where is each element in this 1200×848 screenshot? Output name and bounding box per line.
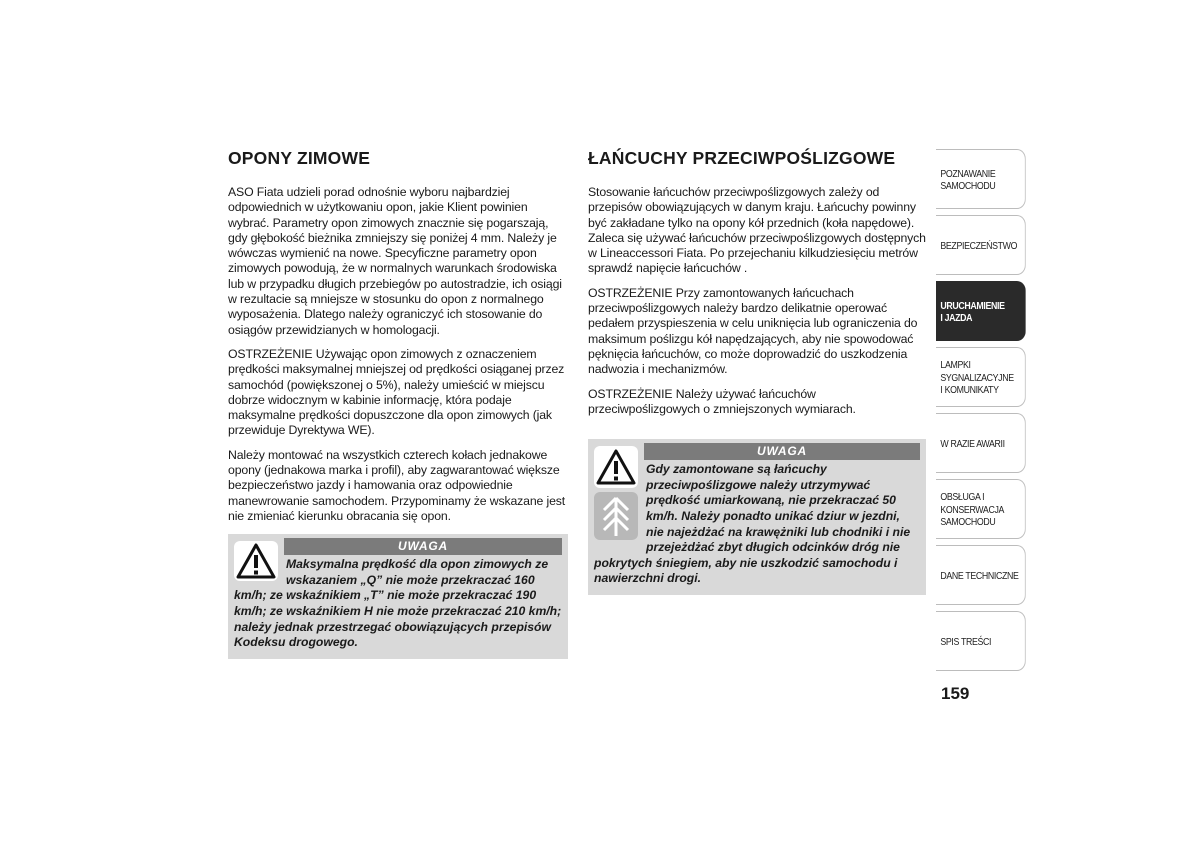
snow-road-icon — [594, 492, 638, 540]
chapter-tab[interactable] — [936, 413, 1026, 473]
chapter-tab-label: BEZPIECZEŃSTWO — [940, 240, 1018, 252]
paragraph: OSTRZEŻENIE Należy używać łańcuchów przeciwpoślizgowych o zmniejszonych wymiarach. — [588, 386, 856, 416]
section-title-snow-chains: ŁAŃCUCHY PRZECIWPOŚLIZGOWE — [588, 148, 896, 168]
chapter-tab-label: W RAZIE AWARII — [940, 438, 1005, 450]
warning-triangle-icon — [594, 446, 638, 488]
page-number: 159 — [941, 684, 970, 703]
chapter-tab-label: LAMPKI SYGNALIZACYJNE I KOMUNIKATY — [940, 360, 1014, 397]
chapter-tab-label: SPIS TREŚCI — [940, 636, 992, 648]
right-column — [588, 148, 926, 595]
chapter-tab[interactable] — [936, 545, 1026, 605]
section-title-winter-tires: OPONY ZIMOWE — [228, 148, 371, 168]
chapter-tab[interactable] — [936, 347, 1026, 407]
chapter-tab-label: URUCHAMIENIE I JAZDA — [940, 300, 1005, 324]
chapter-sidebar — [936, 149, 1026, 677]
chapter-tab-active[interactable] — [936, 281, 1026, 341]
chapter-tab[interactable] — [936, 611, 1026, 671]
warning-icons — [594, 446, 638, 540]
chapter-tab-label: OBSŁUGA I KONSERWACJA SAMOCHODU — [940, 492, 1005, 529]
paragraph: Stosowanie łańcuchów przeciwpoślizgowych zależy od przepisów obowiązujących w danym kraju. Łańcuchy powinny być zakładane tylko na opony kół przednich (koła napędowe). Zaleca się używać łańcuchów przeciwpoślizgowych dostępnych w Lineaccessori Fiata. Po przejechaniu kilkudziesięciu metrów sprawdź napięcie łańcuchów . — [588, 185, 926, 276]
left-column — [228, 148, 568, 659]
warning-text-container — [234, 557, 562, 651]
warning-box — [588, 439, 926, 595]
warning-text-container — [594, 462, 920, 587]
chapter-tab[interactable] — [936, 479, 1026, 539]
warning-header: UWAGA — [284, 538, 562, 555]
warning-text: Maksymalna prędkość dla opon zimowych ze wskazaniem „Q” nie może przekraczać 160 km/h; ze wskaźnikiem „T” nie może przekraczać 190 km/h; ze wskaźnikiem H nie może przekraczać 210 km/h; należy jednak przestrzegać obowiązujących przepisów Kodeksu drogowego. — [234, 557, 562, 650]
warning-triangle-icon — [234, 541, 278, 581]
paragraph: OSTRZEŻENIE Przy zamontowanych łańcuchach przeciwpoślizgowych należy bardzo delikatnie operować pedałem przyspieszenia w celu uniknięcia lub ograniczenia do maksimum poślizgu kół napędzających, aby nie spowodować pęknięcia łańcuchów, co może doprowadzić do uszkodzenia nadwozia i mechanizmów. — [588, 285, 918, 377]
chapter-tab[interactable] — [936, 215, 1026, 275]
chapter-tab-label: POZNAWANIE SAMOCHODU — [940, 168, 996, 192]
paragraph: ASO Fiata udzieli porad odnośnie wyboru najbardziej odpowiednich w użytkowaniu opon, jakie Klient powinien wybrać. Parametry opon zimowych znacznie się pogarszają, gdy głębokość bieżnika zmniejszy się poniżej 4 mm. Należy je wówczas wymienić na nowe. Specyficzne parametry opon zimowych powodują, że w normalnych warunkach środowiska lub w przypadku długich przebiegów po autostradzie, ich osiągi w rezultacie są mniejsze w stosunku do opon z normalnego wyposażenia. Dlatego należy ograniczyć ich stosowanie do osiągów przewidzianych w homologacji. — [228, 185, 562, 337]
chapter-tab-label: DANE TECHNICZNE — [940, 570, 1019, 582]
warning-text: Gdy zamontowane są łańcuchy przeciwpoślizgowe należy utrzymywać prędkość umiarkowaną, nie przekraczać 50 km/h. Należy ponadto unikać dziur w jezdni, nie najeżdżać na krawężniki lub chodniki i nie przejeżdżać zbyt długich odcinków dróg nie pokrytych śniegiem, aby nie uszkodzić samochodu i nawierzchni drogi. — [594, 462, 911, 586]
paragraph: Należy montować na wszystkich czterech kołach jednakowe opony (jednakowa marka i profil), aby zagwarantować większe bezpieczeństwo jazdy i hamowania oraz odpowiednie manewrowanie samochodem. Przypominamy że wskazane jest nie zmieniać kierunku obracania się opon. — [228, 447, 566, 523]
chapter-tab[interactable] — [936, 149, 1026, 209]
paragraph: OSTRZEŻENIE Używając opon zimowych z oznaczeniem prędkości maksymalnej mniejszej od prędkości osiąganej przez samochód (powiększonej o 5%), należy umieścić w miejscu dobrze widocznym w kabinie informację, która podaje maksymalne prędkości dopuszczone dla opon zimowych (jak przewiduje Dyrektywa WE). — [228, 346, 565, 438]
warning-box — [228, 534, 568, 659]
warning-header: UWAGA — [644, 443, 920, 460]
